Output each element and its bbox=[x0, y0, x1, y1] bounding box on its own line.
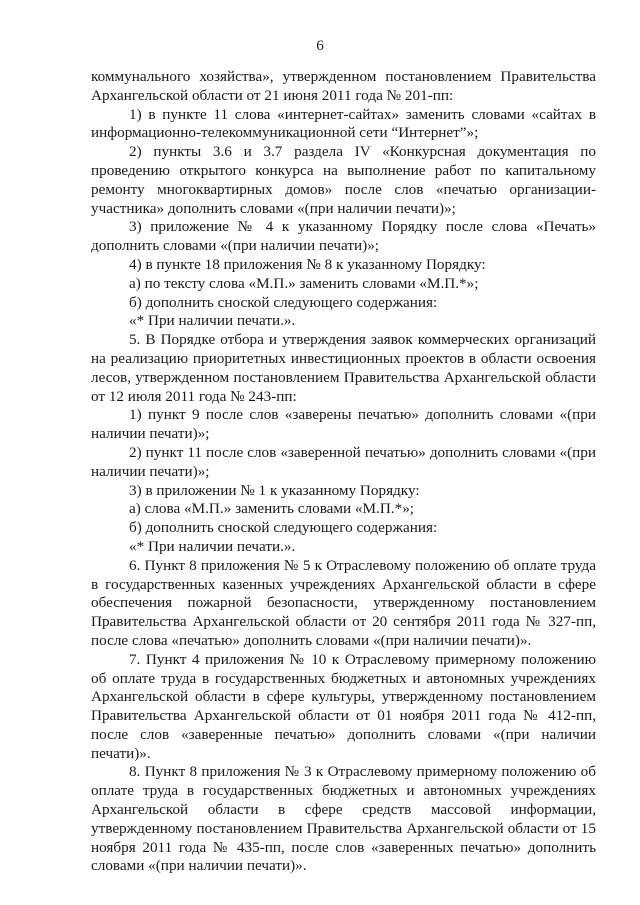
paragraph: 6. Пункт 8 приложения № 5 к Отраслевому положению об оплате труда в государственных казенных учреждениях Архангельской области в сфере обеспечения пожарной безопасности, утвержденному постановлением Правительства Архангельской области от 20 сентября 2011 года № 327-пп, после слова «печатью» дополнить словами «(при наличии печати)». bbox=[91, 556, 596, 649]
page-number: 6 bbox=[316, 37, 324, 54]
paragraph: «* При наличии печати.». bbox=[129, 312, 296, 330]
paragraph: 4) в пункте 18 приложения № 8 к указанному Порядку: bbox=[129, 255, 486, 273]
paragraph: 1) пункт 9 после слов «заверены печатью» дополнить словами «(при наличии печати)»; bbox=[91, 406, 596, 443]
paragraph: коммунального хозяйства», утвержденном постановлением Правительства Архангельской области от 21 июня 2011 года № 201-пп: bbox=[91, 68, 596, 104]
paragraph: 7. Пункт 4 приложения № 10 к Отраслевому примерному положению об оплате труда в государственных бюджетных и автономных учреждениях Архангельской области в сфере культуры, утвержденному постановлением Правительства Архангельской области от 01 ноября 2011 года № 412-пп, после слов «заверенные печатью» дополнить словами «(при наличии печати)». bbox=[91, 650, 596, 762]
paragraph: а) по тексту слова «М.П.» заменить словами «М.П.*»; bbox=[129, 274, 479, 292]
paragraph: б) дополнить сноской следующего содержания: bbox=[129, 519, 438, 537]
document-body bbox=[91, 68, 596, 876]
paragraph: «* При наличии печати.». bbox=[129, 537, 296, 555]
paragraph: 1) в пункте 11 слова «интернет-сайтах» заменить словами «сайтах в информационно-телекоммуникационной сети “Интернет”»; bbox=[91, 105, 596, 142]
paragraph: а) слова «М.П.» заменить словами «М.П.*»; bbox=[129, 500, 415, 518]
paragraph: 8. Пункт 8 приложения № 3 к Отраслевому примерному положению об оплате труда в государственных бюджетных и автономных учреждениях Архангельской области в сфере средств массовой информации, утвержденному постановлением Правительства Архангельской области от 15 ноября 2011 года № 435-пп, после слов «заверенных печатью» дополнить словами «(при наличии печати)». bbox=[91, 763, 596, 875]
paragraph: б) дополнить сноской следующего содержания: bbox=[129, 293, 438, 311]
paragraph: 5. В Порядке отбора и утверждения заявок коммерческих организаций на реализацию приоритетных инвестиционных проектов в области освоения лесов, утвержденном постановлением Правительства Архангельской области от 12 июля 2011 года № 243-пп: bbox=[91, 331, 596, 405]
paragraph: 2) пункт 11 после слов «заверенной печатью» дополнить словами «(при наличии печати)»; bbox=[91, 443, 596, 480]
paragraph: 3) приложение № 4 к указанному Порядку после слова «Печать» дополнить словами «(при наличии печати)»; bbox=[91, 218, 596, 255]
paragraph: 2) пункты 3.6 и 3.7 раздела IV «Конкурсная документация по проведению открытого конкурса на выполнение работ по капитальному ремонту многоквартирных домов» после слов «печатью организации-участника» дополнить словами «(при наличии печати)»; bbox=[91, 143, 596, 217]
paragraph: 3) в приложении № 1 к указанному Порядку: bbox=[129, 481, 420, 499]
